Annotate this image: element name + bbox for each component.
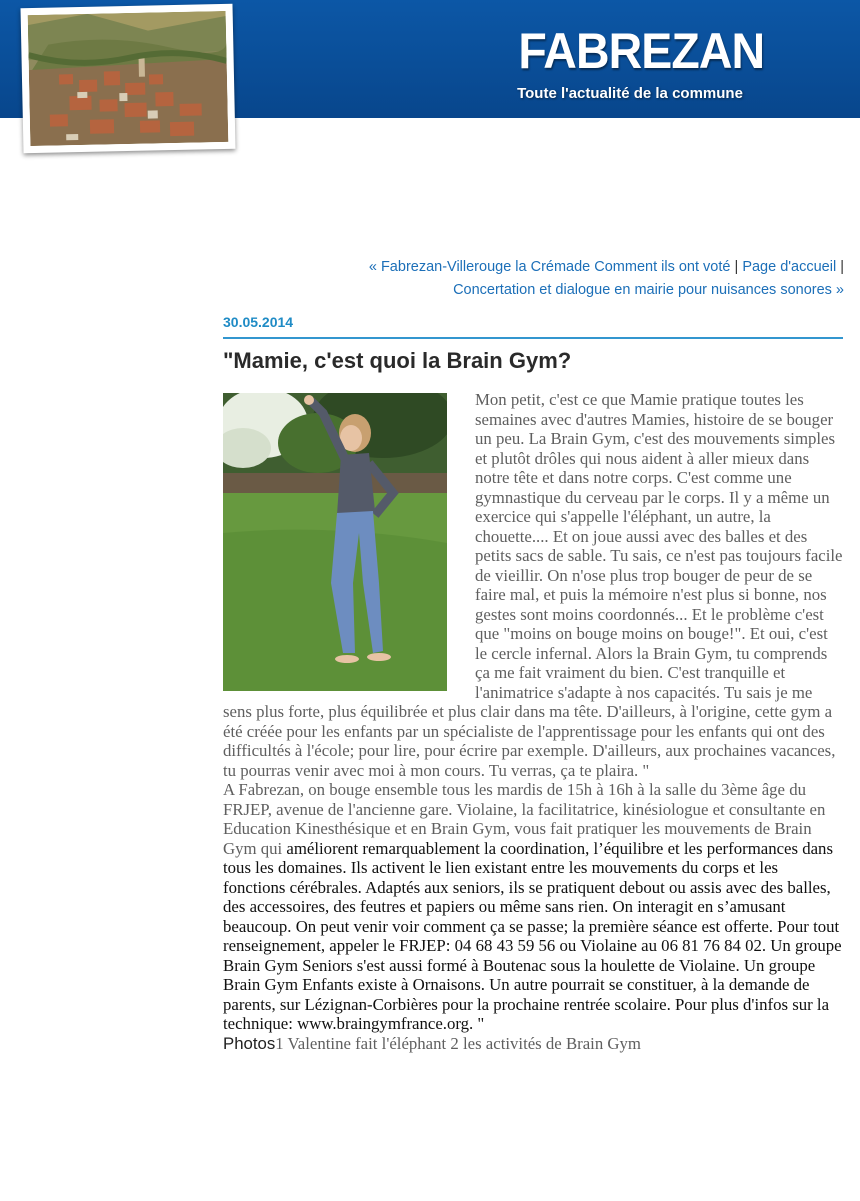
girl-elephant-exercise-photo[interactable] (223, 393, 447, 691)
article-paragraph-2-main: améliorent remarquablement la coordination, l’équilibre et les performances dans tous les domaines. Ils activent le lien existant entre les mouvements du corps et les fonctions cérébrales. Adaptés aux seniors, ils se pratiquent debout ou assis avec des balles, des accessoires, des feutres et papiers ou même sans rien. On interagit en s’amusant beaucoup. On peut venir voir comment ça se passe; la première séance est offerte. Pour tout renseignement, appeler le FRJEP: 04 68 43 59 56 ou Violaine au 06 81 76 84 02. Un groupe Brain Gym Seniors s'est aussi formé à Boutenac sous la houlette de Violaine. Un groupe Brain Gym Enfants existe à Ornaisons. Un autre pourrait se constituer, à la demande de parents, sur Lézignan-Corbières pour la prochaine rentrée scolaire. Pour plus d'infos sur la technique: www.braingymfrance.org. " (223, 838, 842, 1033)
aerial-village-photo (28, 11, 229, 146)
caption-text: 1 Valentine fait l'éléphant 2 les activités de Brain Gym (275, 1033, 641, 1053)
photo-caption (223, 1034, 843, 1054)
nav-separator: | (840, 259, 844, 275)
next-post-link[interactable]: Concertation et dialogue en mairie pour nuisances sonores » (453, 282, 844, 298)
site-tagline: Toute l'actualité de la commune (517, 85, 743, 102)
previous-post-link[interactable]: « Fabrezan-Villerouge la Crémade Comment ils ont voté (368, 259, 731, 275)
site-title[interactable]: FABREZAN (518, 23, 765, 79)
article-paragraph-2 (223, 780, 843, 1034)
site-header (0, 0, 860, 118)
home-page-link[interactable]: Page d'accueil (742, 259, 837, 275)
article-paragraph-1: Mon petit, c'est ce que Mamie pratique toutes les semaines avec d'autres Mamies, histoire de se bouger un peu. La Brain Gym, c'est des mouvements simples et plutôt drôles qui nous aident à aller mieux dans notre tête et dans notre corps. C'est comme une gymnastique du cerveau par le corps. Il y a même un exercice qui s'appelle l'éléphant, un autre, la chouette.... Et on joue aussi avec des balles et des petits sacs de sable. Tu sais, ce n'est pas toujours facile de vieillir. On n'ose plus trop bouger de peur de se faire mal, et puis la mémoire n'est plus si bonne, nos gestes sont moins coordonnés... Et le problème c'est que "moins on bouge moins on bouge!". Et oui, c'est le cercle infernal. Alors la Brain Gym, tu comprends ça me fait vraiment du bien. C'est tranquille et l'animatrice s'adapte à nos capacités. Tu sais je me sens plus forte, plus équilibrée et plus clair dans ma tête. D'ailleurs, à l'origine, cette gym a été créée pour les enfants par un spécialiste de l'apprentissage pour les enfants qui ont des difficultés à l'école; pour lire, pour écrire par exemple. D'ailleurs, aux prochaines vacances, tu pourras venir avec moi à mon cours. Tu verras, ça te plaira. " (223, 390, 843, 780)
article-paragraph-2-intro: A Fabrezan, on bouge ensemble tous les mardis de 15h à 16h à la salle du 3ème âge du FRJEP, avenue de l'ancienne gare. Violaine, la facilitatrice, kinésiologue et consultante en Education Kinesthésique et en Brain Gym, vous fait pratiquer les mouvements de Brain Gym qui (223, 780, 826, 858)
date-divider (223, 337, 843, 339)
caption-label: Photos (223, 1033, 276, 1053)
header-photo (21, 4, 236, 153)
post-navigation (204, 256, 844, 302)
nav-separator: | (734, 259, 739, 275)
post-title: "Mamie, c'est quoi la Brain Gym? (223, 348, 572, 373)
article-body (223, 390, 843, 1053)
post-date: 30.05.2014 (223, 314, 294, 330)
